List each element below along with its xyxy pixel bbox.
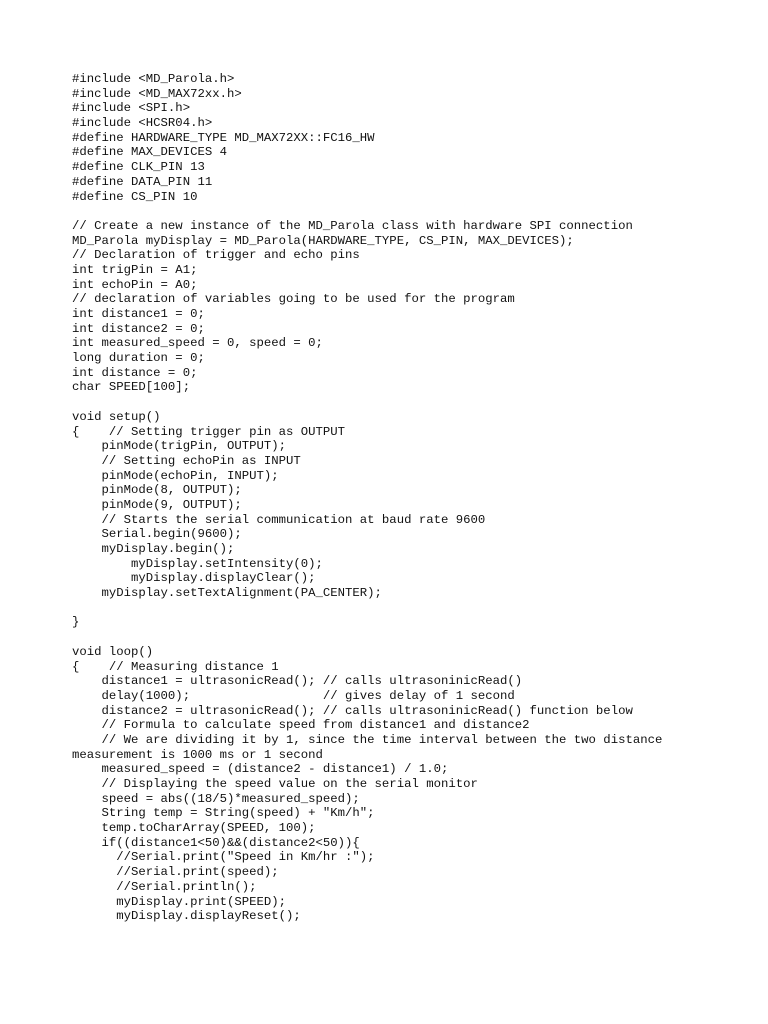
code-line: #include <SPI.h>	[72, 101, 191, 116]
code-line: long duration = 0;	[72, 351, 205, 366]
code-line	[72, 601, 712, 616]
code-line: int distance2 = 0;	[72, 321, 205, 336]
code-line: int trigPin = A1;	[72, 262, 198, 277]
code-line: delay(1000); // gives delay of 1 second	[72, 688, 515, 703]
code-line: #define CS_PIN 10	[72, 189, 198, 204]
code-line: String temp = String(speed) + "Km/h";	[72, 806, 375, 821]
code-line: int echoPin = A0;	[72, 277, 198, 292]
code-line: #include <MD_Parola.h>	[72, 72, 235, 86]
code-line: // Setting echoPin as INPUT	[72, 453, 301, 468]
code-line: myDisplay.setTextAlignment(PA_CENTER);	[72, 586, 382, 601]
code-line: int measured_speed = 0, speed = 0;	[72, 336, 323, 351]
code-line: Serial.begin(9600);	[72, 527, 242, 542]
code-line: #define MAX_DEVICES 4	[72, 145, 227, 160]
code-line: myDisplay.print(SPEED);	[72, 894, 287, 909]
code-line: // Formula to calculate speed from distance1 and distance2	[72, 718, 530, 733]
code-line: measured_speed = (distance2 - distance1) / 1.0;	[72, 762, 449, 777]
code-line: { // Setting trigger pin as OUTPUT	[72, 424, 346, 439]
code-line	[72, 630, 712, 645]
code-line: // Starts the serial communication at baud rate 9600	[72, 512, 486, 527]
code-line: myDisplay.displayClear();	[72, 571, 316, 586]
code-line: MD_Parola myDisplay = MD_Parola(HARDWARE_TYPE, CS_PIN, MAX_DEVICES);	[72, 233, 574, 248]
code-line: if((distance1<50)&&(distance2<50)){	[72, 835, 360, 850]
code-line	[72, 204, 712, 219]
code-line: // Declaration of trigger and echo pins	[72, 248, 360, 263]
code-line: //Serial.print(speed);	[72, 865, 279, 880]
code-line: // Displaying the speed value on the serial monitor	[72, 777, 478, 791]
code-line: measurement is 1000 ms or 1 second	[72, 747, 323, 762]
code-line: int distance = 0;	[72, 365, 198, 380]
code-line: void loop()	[72, 644, 154, 659]
code-line: distance1 = ultrasonicRead(); // calls ultrasoninicRead()	[72, 674, 523, 689]
code-line: distance2 = ultrasonicRead(); // calls ultrasoninicRead() function below	[72, 703, 633, 718]
code-line: speed = abs((18/5)*measured_speed);	[72, 791, 360, 806]
code-line: myDisplay.setIntensity(0);	[72, 556, 323, 571]
code-listing	[72, 72, 712, 924]
code-line: int distance1 = 0;	[72, 307, 205, 321]
code-line: //Serial.print("Speed in Km/hr :");	[72, 850, 375, 865]
code-line: pinMode(echoPin, INPUT);	[72, 468, 279, 483]
code-line: pinMode(9, OUTPUT);	[72, 497, 242, 512]
code-line: #include <HCSR04.h>	[72, 116, 213, 131]
code-line: //Serial.println();	[72, 879, 257, 894]
code-line: void setup()	[72, 409, 161, 424]
code-line: char SPEED[100];	[72, 380, 191, 395]
code-line: myDisplay.begin();	[72, 542, 235, 556]
code-line: #include <MD_MAX72xx.h>	[72, 86, 242, 101]
code-line: // declaration of variables going to be used for the program	[72, 292, 515, 307]
code-line: #define HARDWARE_TYPE MD_MAX72XX::FC16_HW	[72, 130, 375, 145]
code-line: { // Measuring distance 1	[72, 659, 279, 674]
code-line: pinMode(8, OUTPUT);	[72, 483, 242, 498]
code-line: // Create a new instance of the MD_Parola class with hardware SPI connection	[72, 218, 633, 233]
code-line: #define CLK_PIN 13	[72, 160, 205, 175]
code-line	[72, 395, 712, 410]
code-line: pinMode(trigPin, OUTPUT);	[72, 439, 287, 454]
code-line: }	[72, 615, 80, 630]
code-line: temp.toCharArray(SPEED, 100);	[72, 821, 316, 836]
code-line: myDisplay.displayReset();	[72, 909, 301, 924]
code-line: // We are dividing it by 1, since the time interval between the two distance	[72, 732, 663, 747]
code-line: #define DATA_PIN 11	[72, 174, 213, 189]
